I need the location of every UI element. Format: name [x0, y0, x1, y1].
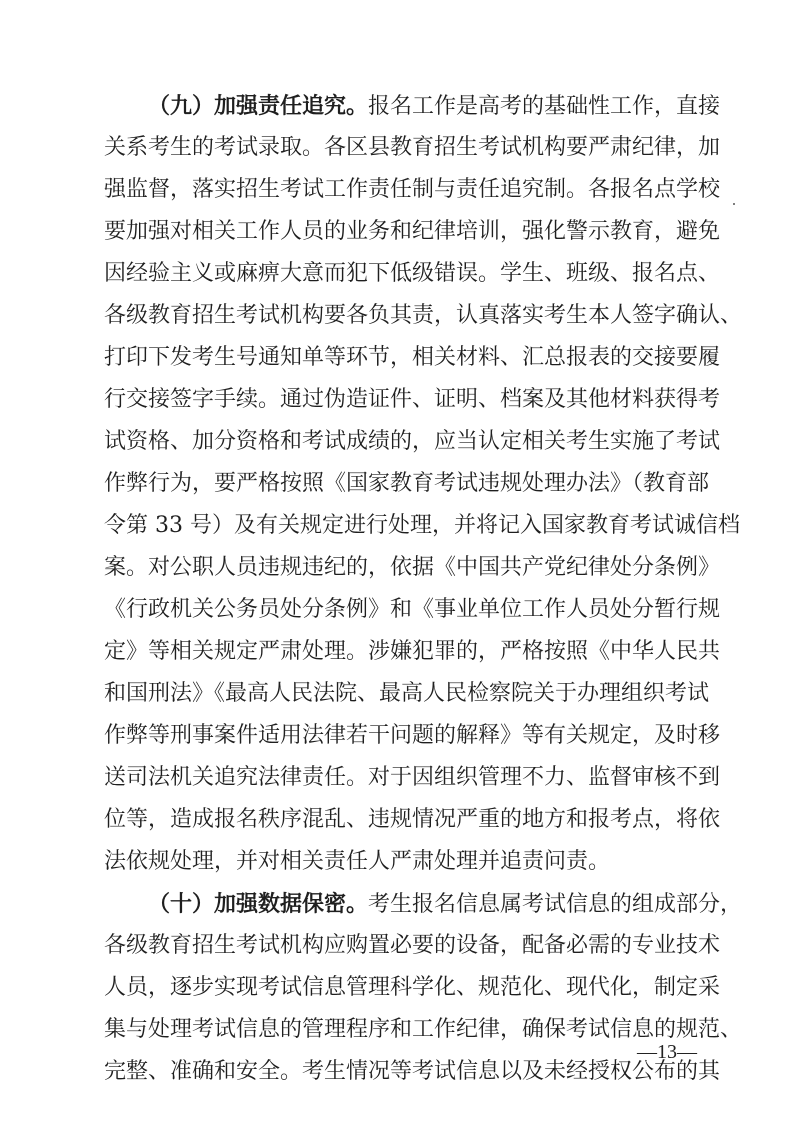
section-heading: （十）加强数据保密。 [148, 891, 369, 917]
paragraph-line: 关系考生的考试录取。各区县教育招生考试机构要严肃纪律，加 [104, 135, 721, 160]
paragraph-line: 强监督，落实招生考试工作责任制与责任追究制。各报名点学校 [104, 177, 721, 202]
paragraph-line: 作弊行为，要严格按照《国家教育考试违规处理办法》（教育部 [104, 471, 710, 496]
paragraph-line: 试资格、加分资格和考试成绩的，应当认定相关考生实施了考试 [104, 429, 721, 454]
section-heading: （九）加强责任追究。 [148, 93, 369, 119]
paragraph-line: 位等，造成报名秩序混乱、违规情况严重的地方和报考点，将依 [104, 807, 721, 832]
paragraph-line: 送司法机关追究法律责任。对于因组织管理不力、监督审核不到 [104, 765, 721, 790]
page-number: —13— [637, 1041, 697, 1063]
paragraph-text: 考生报名信息属考试信息的组成部分， [368, 892, 743, 917]
paragraph-line: 各级教育招生考试机构应购置必要的设备，配备必需的专业技术 [104, 933, 721, 958]
paragraph-line: 案。对公职人员违规违纪的，依据《中国共产党纪律处分条例》 [104, 555, 721, 580]
paragraph-line: 完整、准确和安全。考生情况等考试信息以及未经授权公布的其 [104, 1059, 721, 1084]
paragraph-line: 令第 33 号）及有关规定进行处理，并将记入国家教育考试诚信档 [104, 513, 740, 538]
paragraph-line: 法依规处理，并对相关责任人严肃处理并追责问责。 [104, 849, 611, 874]
paragraph-line: 《行政机关公务员处分条例》和《事业单位工作人员处分暂行规 [104, 597, 721, 622]
paragraph-line: 定》等相关规定严肃处理。涉嫌犯罪的，严格按照《中华人民共 [104, 639, 721, 664]
paragraph-line [148, 884, 743, 924]
paragraph-line: 作弊等刑事案件适用法律若干问题的解释》等有关规定，及时移 [104, 723, 721, 748]
paragraph-line: 和国刑法》《最高人民法院、最高人民检察院关于办理组织考试 [104, 681, 710, 706]
paragraph-line: 人员，逐步实现考试信息管理科学化、规范化、现代化，制定采 [104, 975, 721, 1000]
paragraph-line: 各级教育招生考试机构要各负其责，认真落实考生本人签字确认、 [104, 303, 743, 328]
paragraph-line [148, 86, 721, 126]
paragraph-line: 要加强对相关工作人员的业务和纪律培训，强化警示教育，避免 [104, 219, 721, 244]
paragraph-line: 打印下发考生号通知单等环节，相关材料、汇总报表的交接要履 [104, 345, 721, 370]
paragraph-line: 行交接签字手续。通过伪造证件、证明、档案及其他材料获得考 [104, 387, 721, 412]
paragraph-line: 集与处理考试信息的管理程序和工作纪律，确保考试信息的规范、 [104, 1017, 743, 1042]
paragraph-line: 因经验主义或麻痹大意而犯下低级错误。学生、班级、报名点、 [104, 261, 721, 286]
scan-speck [733, 203, 735, 205]
paragraph-text: 报名工作是高考的基础性工作，直接 [368, 94, 721, 119]
